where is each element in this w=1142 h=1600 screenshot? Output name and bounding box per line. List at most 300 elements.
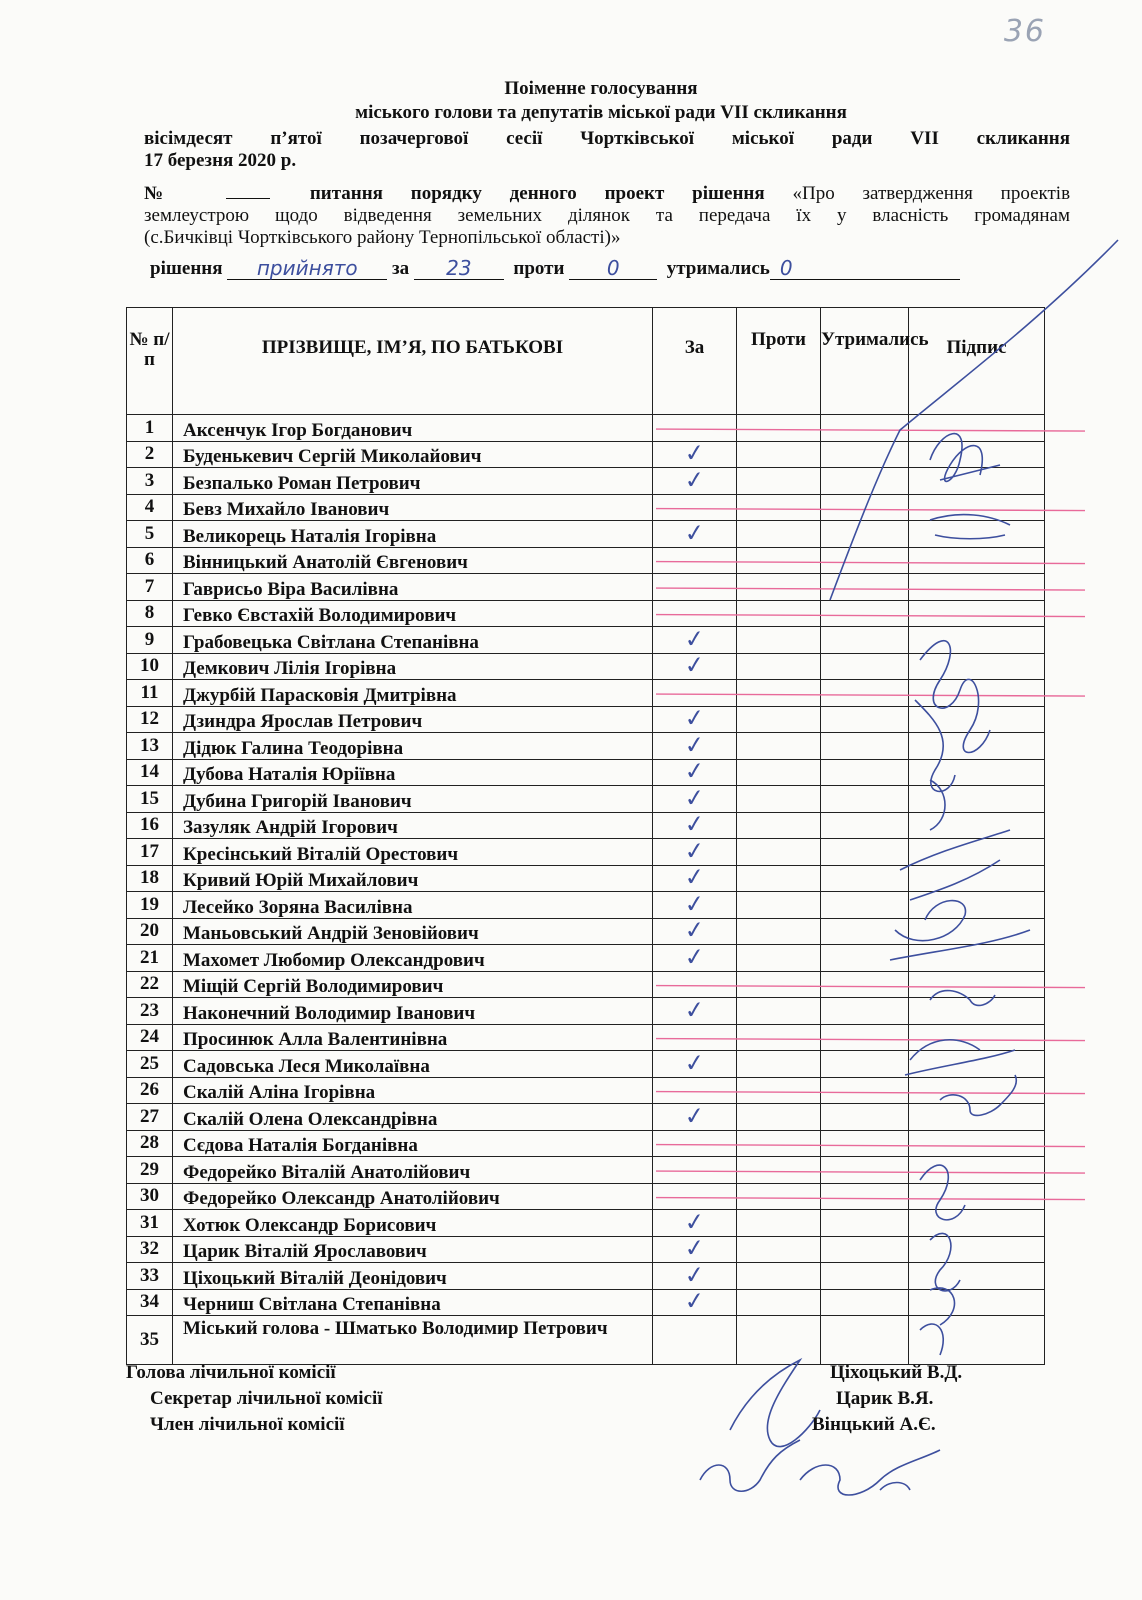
- row-name: Міський голова - Шматько Володимир Петрович: [173, 1316, 653, 1365]
- row-against: [737, 892, 821, 919]
- col-name: ПРІЗВИЩЕ, ІМ’Я, ПО БАТЬКОВІ: [173, 308, 653, 415]
- table-row: [127, 468, 1045, 495]
- row-name: Кривий Юрій Михайлович: [173, 865, 653, 892]
- row-against: [737, 1024, 821, 1051]
- check-mark-icon: ✓: [683, 756, 706, 786]
- decision-label: рішення: [150, 258, 223, 279]
- session-date: 17 березня 2020 р.: [144, 150, 297, 171]
- row-against: [737, 441, 821, 468]
- row-against: [737, 1051, 821, 1078]
- row-signature: [909, 812, 1045, 839]
- row-abstained: [821, 1157, 909, 1184]
- row-name: Безпалько Роман Петрович: [173, 468, 653, 495]
- row-abstained: [821, 706, 909, 733]
- row-number: 1: [127, 415, 173, 442]
- check-mark-icon: ✓: [683, 1259, 706, 1290]
- row-signature: [909, 945, 1045, 972]
- row-name: Сєдова Наталія Богданівна: [173, 1130, 653, 1157]
- row-name: Кресінський Віталій Орестович: [173, 839, 653, 866]
- row-for: [653, 1316, 737, 1365]
- row-name: Наконечний Володимир Іванович: [173, 998, 653, 1025]
- row-against: [737, 680, 821, 707]
- row-name: Просинюк Алла Валентинівна: [173, 1024, 653, 1051]
- row-abstained: [821, 1024, 909, 1051]
- row-abstained: [821, 945, 909, 972]
- row-against: [737, 653, 821, 680]
- check-mark-icon: ✓: [683, 703, 706, 733]
- check-mark-icon: ✓: [683, 1206, 706, 1237]
- commission-signature-head: [730, 1360, 820, 1447]
- row-number: 19: [127, 892, 173, 919]
- check-mark-icon: ✓: [683, 1233, 706, 1263]
- row-name: Скалій Олена Олександрівна: [173, 1104, 653, 1131]
- table-row: [127, 1077, 1045, 1104]
- row-for: [653, 1130, 737, 1157]
- abstained-field: [770, 257, 960, 280]
- row-name: Дубина Григорій Іванович: [173, 786, 653, 813]
- row-for: [653, 650, 737, 680]
- commission-member-label: Член лічильної комісії: [150, 1414, 345, 1435]
- table-row: [127, 653, 1045, 680]
- row-signature: [909, 918, 1045, 945]
- abstained-label: утримались: [666, 258, 770, 279]
- question-text-3: (с.Бичківці Чортківського району Тернопільської області)»: [144, 227, 621, 248]
- row-for: [653, 1024, 737, 1051]
- row-for: [653, 1047, 737, 1078]
- row-against: [737, 1210, 821, 1237]
- check-mark-icon: [653, 1358, 736, 1367]
- row-for: [653, 1183, 737, 1210]
- check-mark-icon: ✓: [683, 517, 706, 548]
- abstained-value: 0: [779, 256, 793, 280]
- row-abstained: [821, 865, 909, 892]
- check-mark-icon: ✓: [683, 915, 706, 945]
- row-signature: [909, 1157, 1045, 1184]
- row-signature: [909, 1289, 1045, 1316]
- row-for: [653, 994, 737, 1025]
- table-row: [127, 1236, 1045, 1263]
- table-row: [127, 1183, 1045, 1210]
- row-signature: [909, 627, 1045, 654]
- table-row: [127, 627, 1045, 654]
- row-name: Гевко Євстахій Володимирович: [173, 600, 653, 627]
- row-name: Дубова Наталія Юріївна: [173, 759, 653, 786]
- row-signature: [909, 1316, 1045, 1365]
- row-for: [653, 1233, 737, 1263]
- row-signature: [909, 998, 1045, 1025]
- row-signature: [909, 1130, 1045, 1157]
- row-name: Лесейко Зоряна Василівна: [173, 892, 653, 919]
- row-against: [737, 706, 821, 733]
- table-row: [127, 812, 1045, 839]
- question-number-blank: [226, 180, 270, 199]
- row-signature: [909, 1077, 1045, 1104]
- table-row: [127, 415, 1045, 442]
- check-mark-icon: ✓: [683, 809, 706, 839]
- row-signature: [909, 1051, 1045, 1078]
- check-mark-icon: ✓: [683, 1047, 706, 1078]
- row-for: [653, 1286, 737, 1316]
- check-mark-icon: ✓: [683, 1100, 706, 1131]
- row-for: [653, 941, 737, 972]
- row-against: [737, 494, 821, 521]
- check-mark-icon: ✓: [683, 464, 706, 495]
- row-for: [653, 703, 737, 733]
- table-row: [127, 1157, 1045, 1184]
- check-mark-icon: ✓: [683, 782, 706, 813]
- row-name: Дзиндра Ярослав Петрович: [173, 706, 653, 733]
- table-row: [127, 945, 1045, 972]
- row-number: 5: [127, 521, 173, 548]
- row-abstained: [821, 1236, 909, 1263]
- row-number: 3: [127, 468, 173, 495]
- row-abstained: [821, 1077, 909, 1104]
- row-number: 14: [127, 759, 173, 786]
- row-name: Дідюк Галина Теодорівна: [173, 733, 653, 760]
- row-against: [737, 1263, 821, 1290]
- row-number: 2: [127, 441, 173, 468]
- row-name: Зазуляк Андрій Ігорович: [173, 812, 653, 839]
- for-value: 23: [446, 256, 472, 280]
- row-number: 32: [127, 1236, 173, 1263]
- table-row: [127, 839, 1045, 866]
- row-against: [737, 1130, 821, 1157]
- row-signature: [909, 1236, 1045, 1263]
- check-mark-icon: ✓: [683, 835, 706, 866]
- row-signature: [909, 1183, 1045, 1210]
- check-mark-icon: ✓: [683, 994, 706, 1025]
- row-number: 22: [127, 971, 173, 998]
- row-signature: [909, 600, 1045, 627]
- table-row: [127, 706, 1045, 733]
- check-mark-icon: ✓: [683, 729, 706, 760]
- check-mark-icon: ✓: [683, 623, 706, 654]
- row-abstained: [821, 1289, 909, 1316]
- row-against: [737, 971, 821, 998]
- row-name: Скалій Аліна Ігорівна: [173, 1077, 653, 1104]
- row-name: Грабовецька Світлана Степанівна: [173, 627, 653, 654]
- row-number: 6: [127, 547, 173, 574]
- row-against: [737, 600, 821, 627]
- row-abstained: [821, 653, 909, 680]
- row-for: [653, 547, 737, 574]
- commission-secretary-label: Секретар лічильної комісії: [150, 1388, 383, 1409]
- against-value: 0: [606, 256, 620, 280]
- row-signature: [909, 1263, 1045, 1290]
- check-mark-icon: ✓: [683, 888, 706, 919]
- col-for: За: [653, 308, 737, 415]
- row-against: [737, 521, 821, 548]
- row-name: Гаврисьо Віра Василівна: [173, 574, 653, 601]
- row-name: Демкович Лілія Ігорівна: [173, 653, 653, 680]
- row-number: 21: [127, 945, 173, 972]
- row-number: 7: [127, 574, 173, 601]
- row-abstained: [821, 1183, 909, 1210]
- row-abstained: [821, 1130, 909, 1157]
- table-row: [127, 600, 1045, 627]
- row-abstained: [821, 600, 909, 627]
- row-against: [737, 1183, 821, 1210]
- row-name: Ціхоцький Віталій Деонідович: [173, 1263, 653, 1290]
- row-against: [737, 865, 821, 892]
- row-against: [737, 1289, 821, 1316]
- row-number: 35: [127, 1316, 173, 1365]
- table-row: [127, 971, 1045, 998]
- row-signature: [909, 521, 1045, 548]
- row-number: 31: [127, 1210, 173, 1237]
- row-for: [653, 862, 737, 892]
- row-name: Царик Віталій Ярославович: [173, 1236, 653, 1263]
- row-number: 13: [127, 733, 173, 760]
- row-against: [737, 574, 821, 601]
- row-against: [737, 468, 821, 495]
- row-signature: [909, 653, 1045, 680]
- row-signature: [909, 1210, 1045, 1237]
- row-against: [737, 759, 821, 786]
- col-abstained: Утримались: [821, 308, 909, 415]
- row-against: [737, 1104, 821, 1131]
- row-number: 23: [127, 998, 173, 1025]
- table-row: [127, 1263, 1045, 1290]
- row-against: [737, 812, 821, 839]
- row-for: [653, 464, 737, 495]
- row-name: Аксенчук Ігор Богданович: [173, 415, 653, 442]
- row-against: [737, 1077, 821, 1104]
- decision-field: [227, 257, 387, 280]
- row-name: Вінницький Анатолій Євгенович: [173, 547, 653, 574]
- row-number: 8: [127, 600, 173, 627]
- row-abstained: [821, 574, 909, 601]
- row-signature: [909, 786, 1045, 813]
- table-row: [127, 1210, 1045, 1237]
- row-name: Міщій Сергій Володимирович: [173, 971, 653, 998]
- row-against: [737, 839, 821, 866]
- row-abstained: [821, 1051, 909, 1078]
- row-signature: [909, 680, 1045, 707]
- row-for: [653, 756, 737, 786]
- table-row: [127, 918, 1045, 945]
- table-row: [127, 786, 1045, 813]
- title-line-1: Поіменне голосування: [504, 78, 698, 99]
- row-signature: [909, 733, 1045, 760]
- row-number: 10: [127, 653, 173, 680]
- row-number: 12: [127, 706, 173, 733]
- row-abstained: [821, 415, 909, 442]
- question-label: питання порядку денного проект рішення: [309, 183, 765, 204]
- row-number: 27: [127, 1104, 173, 1131]
- row-name: Федорейко Олександр Анатолійович: [173, 1183, 653, 1210]
- row-against: [737, 1236, 821, 1263]
- row-against: [737, 786, 821, 813]
- row-abstained: [821, 1263, 909, 1290]
- row-for: [653, 915, 737, 945]
- row-signature: [909, 971, 1045, 998]
- row-number: 29: [127, 1157, 173, 1184]
- col-num: № п/п: [127, 308, 173, 415]
- row-number: 20: [127, 918, 173, 945]
- row-signature: [909, 441, 1045, 468]
- table-row: [127, 574, 1045, 601]
- table-row: [127, 521, 1045, 548]
- row-abstained: [821, 839, 909, 866]
- table-row: [127, 547, 1045, 574]
- row-against: [737, 627, 821, 654]
- session-line: вісімдесят п’ятої позачергової сесії Чортківської міської ради VII скликання: [144, 128, 1070, 149]
- agenda-question: [144, 180, 1070, 249]
- for-field: [414, 257, 504, 280]
- col-against: Проти: [737, 308, 821, 415]
- check-mark-icon: ✓: [683, 862, 706, 892]
- row-against: [737, 1157, 821, 1184]
- row-name: Буденькевич Сергій Миколайович: [173, 441, 653, 468]
- row-abstained: [821, 680, 909, 707]
- table-row: [127, 494, 1045, 521]
- row-abstained: [821, 733, 909, 760]
- row-number: 33: [127, 1263, 173, 1290]
- row-abstained: [821, 547, 909, 574]
- row-number: 15: [127, 786, 173, 813]
- check-mark-icon: ✓: [683, 438, 706, 468]
- row-abstained: [821, 468, 909, 495]
- question-number-sign: №: [144, 183, 187, 204]
- row-signature: [909, 415, 1045, 442]
- row-for: [653, 517, 737, 548]
- row-against: [737, 998, 821, 1025]
- row-for: [653, 1100, 737, 1131]
- commission-secretary-name: Царик В.Я.: [836, 1388, 934, 1409]
- against-field: [569, 257, 657, 280]
- table-row: [127, 759, 1045, 786]
- table-header-row: [127, 308, 1045, 415]
- table-row: [127, 865, 1045, 892]
- row-abstained: [821, 1210, 909, 1237]
- table-row: [127, 998, 1045, 1025]
- check-mark-icon: ✓: [683, 1286, 706, 1316]
- row-signature: [909, 1024, 1045, 1051]
- decision-row: [150, 257, 1050, 280]
- table-row: [127, 680, 1045, 707]
- row-against: [737, 1316, 821, 1365]
- row-for: [653, 1077, 737, 1104]
- row-name: Махомет Любомир Олександрович: [173, 945, 653, 972]
- row-number: 18: [127, 865, 173, 892]
- table-row: [127, 1130, 1045, 1157]
- row-number: 11: [127, 680, 173, 707]
- row-for: [653, 1157, 737, 1184]
- row-abstained: [821, 521, 909, 548]
- commission-member-name: Вінцький А.Є.: [812, 1414, 936, 1435]
- row-number: 26: [127, 1077, 173, 1104]
- row-abstained: [821, 998, 909, 1025]
- check-mark-icon: ✓: [683, 650, 706, 680]
- row-against: [737, 945, 821, 972]
- row-for: [653, 600, 737, 627]
- commission-head-name: Ціхоцький В.Д.: [830, 1362, 963, 1383]
- row-number: 16: [127, 812, 173, 839]
- row-abstained: [821, 1316, 909, 1365]
- decision-value: прийнято: [256, 256, 358, 280]
- row-number: 4: [127, 494, 173, 521]
- row-for: [653, 574, 737, 601]
- row-name: Маньовський Андрій Зеновійович: [173, 918, 653, 945]
- row-name: Хотюк Олександр Борисович: [173, 1210, 653, 1237]
- row-signature: [909, 759, 1045, 786]
- question-text-2: землеустрою щодо відведення земельних ділянок та передача їх у власність громадянам: [144, 205, 1070, 226]
- check-mark-icon: ✓: [683, 941, 706, 972]
- row-signature: [909, 865, 1045, 892]
- row-number: 24: [127, 1024, 173, 1051]
- row-abstained: [821, 971, 909, 998]
- commission-signature-member: [800, 1450, 940, 1495]
- row-against: [737, 415, 821, 442]
- row-abstained: [821, 494, 909, 521]
- row-abstained: [821, 441, 909, 468]
- row-number: 34: [127, 1289, 173, 1316]
- row-for: [653, 971, 737, 998]
- row-for: [653, 494, 737, 521]
- table-row: [127, 441, 1045, 468]
- row-for: [653, 809, 737, 839]
- row-name: Джурбій Парасковія Дмитрівна: [173, 680, 653, 707]
- row-number: 28: [127, 1130, 173, 1157]
- row-abstained: [821, 786, 909, 813]
- row-signature: [909, 574, 1045, 601]
- table-row: [127, 1051, 1045, 1078]
- row-abstained: [821, 759, 909, 786]
- row-signature: [909, 706, 1045, 733]
- row-signature: [909, 468, 1045, 495]
- row-abstained: [821, 627, 909, 654]
- table-row: [127, 1289, 1045, 1316]
- row-for: [653, 438, 737, 468]
- row-abstained: [821, 812, 909, 839]
- row-name: Федорейко Віталій Анатолійович: [173, 1157, 653, 1184]
- row-abstained: [821, 892, 909, 919]
- commission-head-label: Голова лічильної комісії: [126, 1362, 336, 1383]
- row-number: 17: [127, 839, 173, 866]
- row-signature: [909, 892, 1045, 919]
- row-against: [737, 547, 821, 574]
- row-name: Великорець Наталія Ігорівна: [173, 521, 653, 548]
- row-number: 25: [127, 1051, 173, 1078]
- row-signature: [909, 547, 1045, 574]
- row-signature: [909, 1104, 1045, 1131]
- question-text-1: «Про затвердження проектів: [792, 183, 1071, 204]
- row-number: 30: [127, 1183, 173, 1210]
- row-name: Бевз Михайло Іванович: [173, 494, 653, 521]
- against-label: проти: [513, 258, 565, 279]
- row-abstained: [821, 1104, 909, 1131]
- title-line-2: міського голови та депутатів міської ради VII скликання: [355, 102, 847, 123]
- table-row: [127, 733, 1045, 760]
- for-label: за: [392, 258, 410, 279]
- col-signature: Підпис: [909, 308, 1045, 415]
- table-row: [127, 1316, 1045, 1365]
- row-signature: [909, 494, 1045, 521]
- row-against: [737, 918, 821, 945]
- table-row: [127, 1024, 1045, 1051]
- row-abstained: [821, 918, 909, 945]
- page-number: 36: [1003, 14, 1046, 49]
- table-row: [127, 1104, 1045, 1131]
- row-number: 9: [127, 627, 173, 654]
- row-name: Черниш Світлана Степанівна: [173, 1289, 653, 1316]
- votes-table: [126, 307, 1045, 1365]
- row-against: [737, 733, 821, 760]
- row-signature: [909, 839, 1045, 866]
- commission-signature-secretary: [700, 1440, 800, 1491]
- table-row: [127, 892, 1045, 919]
